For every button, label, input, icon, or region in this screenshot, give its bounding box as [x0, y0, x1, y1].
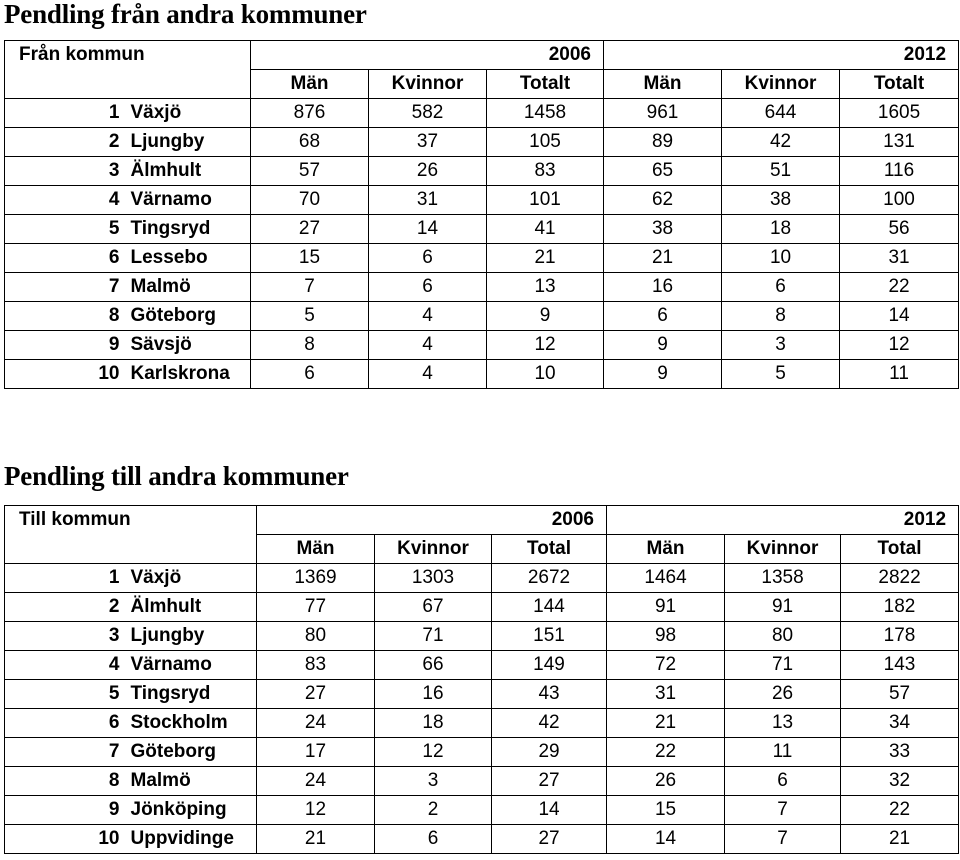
- value-cell: 42: [492, 709, 607, 738]
- section2-title: Pendling till andra kommuner: [4, 461, 349, 491]
- value-cell: 2672: [492, 564, 607, 593]
- value-cell: 1605: [840, 99, 959, 128]
- rank-cell: 4: [5, 186, 125, 215]
- value-cell: 42: [722, 128, 840, 157]
- rank-cell: 3: [5, 157, 125, 186]
- table-row: [5, 331, 959, 360]
- value-cell: 91: [725, 593, 841, 622]
- value-cell: 41: [487, 215, 604, 244]
- value-cell: 12: [375, 738, 492, 767]
- value-cell: 9: [604, 360, 722, 389]
- municipality-name-cell: Malmö: [125, 767, 257, 796]
- column-header: Totalt: [487, 70, 604, 99]
- value-cell: 100: [840, 186, 959, 215]
- municipality-name-cell: Ljungby: [125, 622, 257, 651]
- value-cell: 27: [492, 767, 607, 796]
- value-cell: 32: [841, 767, 959, 796]
- value-cell: 4: [369, 302, 487, 331]
- municipality-name-cell: Älmhult: [125, 157, 251, 186]
- value-cell: 98: [607, 622, 725, 651]
- value-cell: 91: [607, 593, 725, 622]
- value-cell: 6: [375, 825, 492, 854]
- municipality-name-cell: Göteborg: [125, 302, 251, 331]
- value-cell: 12: [487, 331, 604, 360]
- value-cell: 77: [257, 593, 375, 622]
- value-cell: 37: [369, 128, 487, 157]
- value-cell: 57: [841, 680, 959, 709]
- value-cell: 11: [725, 738, 841, 767]
- municipality-name-cell: Värnamo: [125, 186, 251, 215]
- municipality-name-cell: Växjö: [125, 99, 251, 128]
- value-cell: 27: [257, 680, 375, 709]
- table-row: [5, 651, 959, 680]
- table-row: [5, 738, 959, 767]
- value-cell: 12: [257, 796, 375, 825]
- year-2012-header: 2012: [607, 506, 959, 535]
- value-cell: 18: [375, 709, 492, 738]
- value-cell: 26: [725, 680, 841, 709]
- rank-cell: 1: [5, 99, 125, 128]
- value-cell: 11: [840, 360, 959, 389]
- column-header: Män: [251, 70, 369, 99]
- value-cell: 21: [257, 825, 375, 854]
- rank-cell: 8: [5, 767, 125, 796]
- value-cell: 3: [375, 767, 492, 796]
- table-row: [5, 564, 959, 593]
- value-cell: 22: [841, 796, 959, 825]
- value-cell: 105: [487, 128, 604, 157]
- value-cell: 143: [841, 651, 959, 680]
- value-cell: 2822: [841, 564, 959, 593]
- value-cell: 116: [840, 157, 959, 186]
- value-cell: 70: [251, 186, 369, 215]
- value-cell: 8: [722, 302, 840, 331]
- value-cell: 6: [251, 360, 369, 389]
- column-header: Kvinnor: [725, 535, 841, 564]
- value-cell: 38: [722, 186, 840, 215]
- value-cell: 149: [492, 651, 607, 680]
- value-cell: 33: [841, 738, 959, 767]
- value-cell: 26: [607, 767, 725, 796]
- value-cell: 6: [722, 273, 840, 302]
- table-row: [5, 157, 959, 186]
- value-cell: 22: [607, 738, 725, 767]
- table-row: [5, 302, 959, 331]
- rank-cell: 7: [5, 738, 125, 767]
- value-cell: 22: [840, 273, 959, 302]
- value-cell: 67: [375, 593, 492, 622]
- municipality-name-cell: Jönköping: [125, 796, 257, 825]
- table-row: [5, 99, 959, 128]
- value-cell: 12: [840, 331, 959, 360]
- table-row: [5, 273, 959, 302]
- value-cell: 131: [840, 128, 959, 157]
- column-header: Total: [841, 535, 959, 564]
- from-municipality-header: Från kommun: [5, 41, 251, 70]
- municipality-name-cell: Sävsjö: [125, 331, 251, 360]
- rank-cell: 2: [5, 593, 125, 622]
- value-cell: 9: [604, 331, 722, 360]
- value-cell: 13: [487, 273, 604, 302]
- table-row: [5, 680, 959, 709]
- value-cell: 17: [257, 738, 375, 767]
- subheader-row: [5, 535, 959, 564]
- subheader-row: [5, 70, 959, 99]
- value-cell: 13: [725, 709, 841, 738]
- municipality-name-cell: Växjö: [125, 564, 257, 593]
- value-cell: 31: [607, 680, 725, 709]
- to-municipality-header: Till kommun: [5, 506, 257, 535]
- value-cell: 6: [369, 244, 487, 273]
- section1-title: Pendling från andra kommuner: [4, 0, 367, 29]
- column-header: Kvinnor: [375, 535, 492, 564]
- subheader-blank-cell: [5, 70, 251, 99]
- value-cell: 16: [604, 273, 722, 302]
- value-cell: 101: [487, 186, 604, 215]
- value-cell: 43: [492, 680, 607, 709]
- municipality-name-cell: Karlskrona: [125, 360, 251, 389]
- column-header: Män: [257, 535, 375, 564]
- value-cell: 7: [725, 825, 841, 854]
- rank-cell: 6: [5, 709, 125, 738]
- value-cell: 16: [375, 680, 492, 709]
- value-cell: 31: [369, 186, 487, 215]
- municipality-name-cell: Malmö: [125, 273, 251, 302]
- value-cell: 21: [841, 825, 959, 854]
- value-cell: 83: [257, 651, 375, 680]
- value-cell: 178: [841, 622, 959, 651]
- municipality-name-cell: Uppvidinge: [125, 825, 257, 854]
- value-cell: 14: [607, 825, 725, 854]
- value-cell: 6: [725, 767, 841, 796]
- value-cell: 14: [840, 302, 959, 331]
- table-row: [5, 825, 959, 854]
- rank-cell: 9: [5, 796, 125, 825]
- to-municipality-table: [4, 505, 959, 854]
- value-cell: 14: [369, 215, 487, 244]
- column-header: Män: [607, 535, 725, 564]
- value-cell: 24: [257, 767, 375, 796]
- value-cell: 7: [251, 273, 369, 302]
- value-cell: 644: [722, 99, 840, 128]
- value-cell: 89: [604, 128, 722, 157]
- rank-cell: 5: [5, 680, 125, 709]
- rank-cell: 10: [5, 825, 125, 854]
- municipality-name-cell: Stockholm: [125, 709, 257, 738]
- value-cell: 10: [487, 360, 604, 389]
- value-cell: 7: [725, 796, 841, 825]
- value-cell: 876: [251, 99, 369, 128]
- value-cell: 582: [369, 99, 487, 128]
- value-cell: 27: [492, 825, 607, 854]
- rank-cell: 5: [5, 215, 125, 244]
- value-cell: 5: [722, 360, 840, 389]
- table-row: [5, 244, 959, 273]
- table-row: [5, 360, 959, 389]
- table-row: [5, 622, 959, 651]
- value-cell: 144: [492, 593, 607, 622]
- value-cell: 68: [251, 128, 369, 157]
- subheader-blank-cell: [5, 535, 257, 564]
- rank-cell: 7: [5, 273, 125, 302]
- from-municipality-table: [4, 40, 959, 389]
- value-cell: 2: [375, 796, 492, 825]
- rank-cell: 1: [5, 564, 125, 593]
- year-2006-header: 2006: [251, 41, 604, 70]
- value-cell: 56: [840, 215, 959, 244]
- rank-cell: 4: [5, 651, 125, 680]
- value-cell: 6: [369, 273, 487, 302]
- column-header: Totalt: [840, 70, 959, 99]
- value-cell: 29: [492, 738, 607, 767]
- table-row: [5, 593, 959, 622]
- value-cell: 1358: [725, 564, 841, 593]
- year-2006-header: 2006: [257, 506, 607, 535]
- column-header: Total: [492, 535, 607, 564]
- rank-cell: 2: [5, 128, 125, 157]
- value-cell: 1369: [257, 564, 375, 593]
- rank-cell: 9: [5, 331, 125, 360]
- value-cell: 65: [604, 157, 722, 186]
- column-header: Kvinnor: [369, 70, 487, 99]
- value-cell: 26: [369, 157, 487, 186]
- value-cell: 62: [604, 186, 722, 215]
- value-cell: 21: [604, 244, 722, 273]
- value-cell: 21: [487, 244, 604, 273]
- value-cell: 27: [251, 215, 369, 244]
- value-cell: 151: [492, 622, 607, 651]
- table-row: [5, 796, 959, 825]
- value-cell: 6: [604, 302, 722, 331]
- value-cell: 4: [369, 360, 487, 389]
- municipality-name-cell: Tingsryd: [125, 215, 251, 244]
- value-cell: 80: [725, 622, 841, 651]
- value-cell: 1303: [375, 564, 492, 593]
- value-cell: 51: [722, 157, 840, 186]
- value-cell: 5: [251, 302, 369, 331]
- value-cell: 961: [604, 99, 722, 128]
- value-cell: 9: [487, 302, 604, 331]
- value-cell: 15: [251, 244, 369, 273]
- value-cell: 24: [257, 709, 375, 738]
- value-cell: 4: [369, 331, 487, 360]
- municipality-name-cell: Älmhult: [125, 593, 257, 622]
- column-header: Kvinnor: [722, 70, 840, 99]
- value-cell: 71: [375, 622, 492, 651]
- value-cell: 66: [375, 651, 492, 680]
- municipality-name-cell: Värnamo: [125, 651, 257, 680]
- municipality-name-cell: Tingsryd: [125, 680, 257, 709]
- value-cell: 15: [607, 796, 725, 825]
- value-cell: 1464: [607, 564, 725, 593]
- value-cell: 72: [607, 651, 725, 680]
- table-row: [5, 215, 959, 244]
- table-row: [5, 767, 959, 796]
- municipality-name-cell: Ljungby: [125, 128, 251, 157]
- rank-cell: 6: [5, 244, 125, 273]
- value-cell: 18: [722, 215, 840, 244]
- value-cell: 83: [487, 157, 604, 186]
- value-cell: 14: [492, 796, 607, 825]
- municipality-name-cell: Lessebo: [125, 244, 251, 273]
- value-cell: 80: [257, 622, 375, 651]
- value-cell: 182: [841, 593, 959, 622]
- rank-cell: 10: [5, 360, 125, 389]
- table-header-row: [5, 506, 959, 535]
- value-cell: 34: [841, 709, 959, 738]
- value-cell: 8: [251, 331, 369, 360]
- table-row: [5, 709, 959, 738]
- year-2012-header: 2012: [604, 41, 959, 70]
- municipality-name-cell: Göteborg: [125, 738, 257, 767]
- rank-cell: 8: [5, 302, 125, 331]
- value-cell: 3: [722, 331, 840, 360]
- table-header-row: [5, 41, 959, 70]
- column-header: Män: [604, 70, 722, 99]
- value-cell: 57: [251, 157, 369, 186]
- value-cell: 1458: [487, 99, 604, 128]
- value-cell: 21: [607, 709, 725, 738]
- value-cell: 10: [722, 244, 840, 273]
- rank-cell: 3: [5, 622, 125, 651]
- value-cell: 71: [725, 651, 841, 680]
- value-cell: 38: [604, 215, 722, 244]
- table-row: [5, 128, 959, 157]
- table-row: [5, 186, 959, 215]
- value-cell: 31: [840, 244, 959, 273]
